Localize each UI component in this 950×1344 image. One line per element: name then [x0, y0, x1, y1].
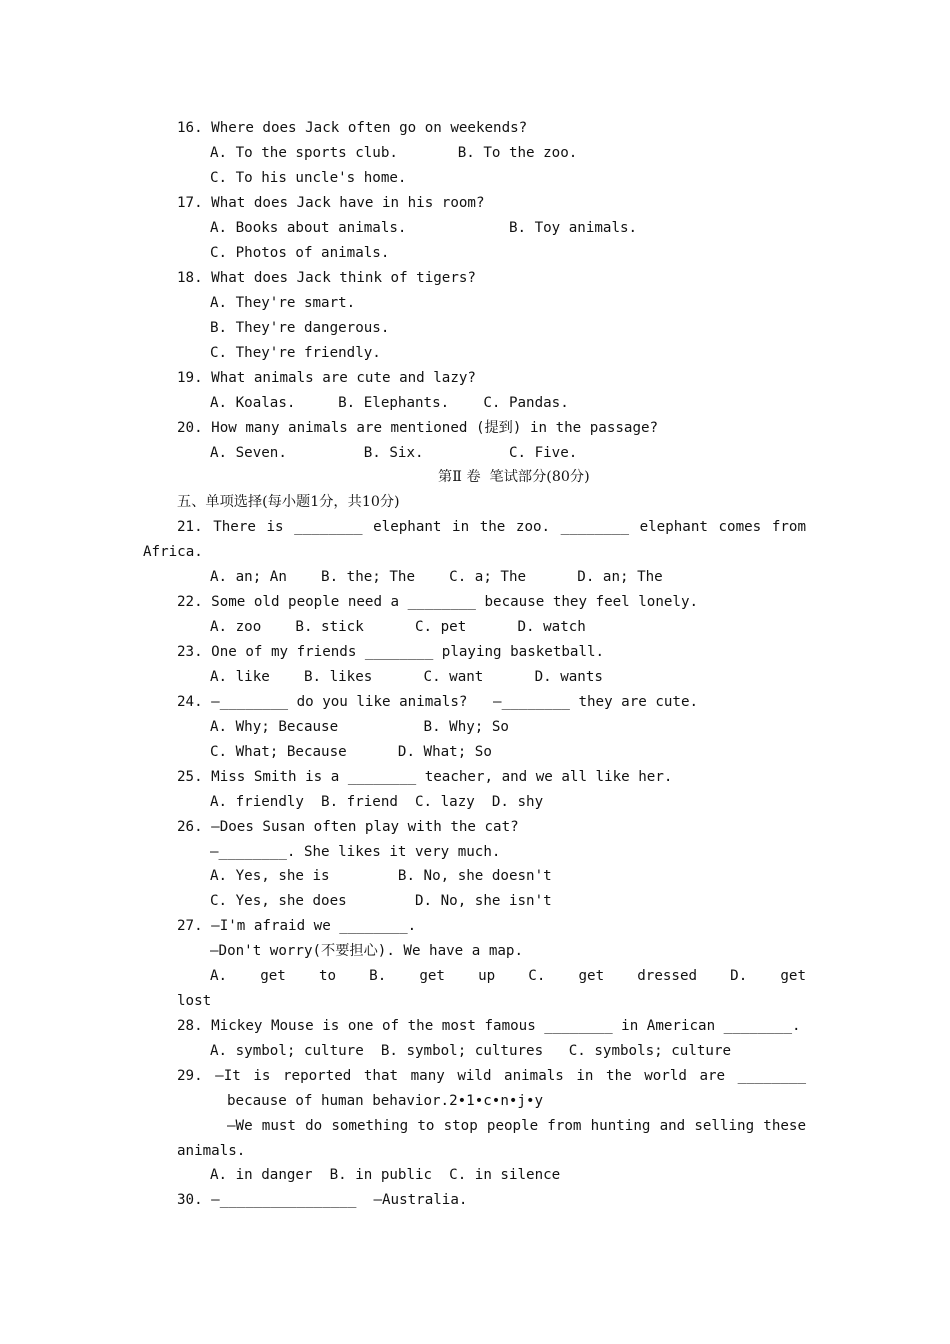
text-line: A. in danger B. in public C. in silence — [210, 1167, 561, 1183]
text-line: A. Books about animals. B. Toy animals. — [210, 220, 638, 236]
text-line: C. Yes, she does D. No, she isn't — [210, 893, 552, 909]
text-line: 22. Some old people need a ________ because they feel lonely. — [177, 594, 699, 610]
text-line: C. Photos of animals. — [210, 245, 390, 261]
text-line: 23. One of my friends ________ playing basketball. — [177, 644, 605, 660]
text-line: 第Ⅱ 卷 笔试部分(80分) — [438, 469, 590, 485]
text-line: A. Seven. B. Six. C. Five. — [210, 445, 578, 461]
text-line: —________. She likes it very much. — [210, 844, 501, 860]
text-line: 29. —It is reported that many wild animals in the world are ________ — [177, 1068, 806, 1084]
text-line: C. To his uncle's home. — [210, 170, 407, 186]
text-line: A. zoo B. stick C. pet D. watch — [210, 619, 586, 635]
text-line: 30. —________________ —Australia. — [177, 1192, 468, 1208]
text-line: A. symbol; culture B. symbol; cultures C. symbols; culture — [210, 1043, 732, 1059]
text-line: A. Why; Because B. Why; So — [210, 719, 509, 735]
text-line: 26. —Does Susan often play with the cat? — [177, 819, 519, 835]
text-line: 18. What does Jack think of tigers? — [177, 270, 476, 286]
text-line: 21. There is ________ elephant in the zoo. ________ elephant comes from — [177, 519, 806, 535]
text-line: —Don't worry(不要担心). We have a map. — [210, 943, 523, 959]
text-line: 25. Miss Smith is a ________ teacher, and we all like her. — [177, 769, 673, 785]
text-line: A. friendly B. friend C. lazy D. shy — [210, 794, 544, 810]
text-line: 19. What animals are cute and lazy? — [177, 370, 476, 386]
text-line: A. To the sports club. B. To the zoo. — [210, 145, 578, 161]
text-line: A. Koalas. B. Elephants. C. Pandas. — [210, 395, 569, 411]
text-line: —We must do something to stop people from hunting and selling these — [227, 1118, 806, 1134]
text-line: C. They're friendly. — [210, 345, 381, 361]
text-line: A. like B. likes C. want D. wants — [210, 669, 603, 685]
text-line: 24. —________ do you like animals? —________ they are cute. — [177, 694, 699, 710]
text-line: A. an; An B. the; The C. a; The D. an; The — [210, 569, 663, 585]
text-line: B. They're dangerous. — [210, 320, 390, 336]
text-line: 17. What does Jack have in his room? — [177, 195, 485, 211]
text-line: 27. —I'm afraid we ________. — [177, 918, 417, 934]
text-line: A. get to B. get up C. get dressed D. get — [210, 968, 806, 984]
text-line: 16. Where does Jack often go on weekends? — [177, 120, 528, 136]
text-line: A. They're smart. — [210, 295, 356, 311]
text-line: C. What; Because D. What; So — [210, 744, 492, 760]
text-line: 五、单项选择(每小题1分，共10分) — [177, 494, 400, 510]
text-line: Africa. — [143, 544, 203, 560]
text-line: lost — [177, 993, 212, 1009]
text-line: 28. Mickey Mouse is one of the most famous ________ in American ________. — [177, 1018, 801, 1034]
text-line: A. Yes, she is B. No, she doesn't — [210, 868, 552, 884]
text-line: 20. How many animals are mentioned (提到) in the passage? — [177, 420, 659, 436]
text-line: because of human behavior.2•1•c•n•j•y — [227, 1093, 544, 1109]
text-line: animals. — [177, 1143, 246, 1159]
